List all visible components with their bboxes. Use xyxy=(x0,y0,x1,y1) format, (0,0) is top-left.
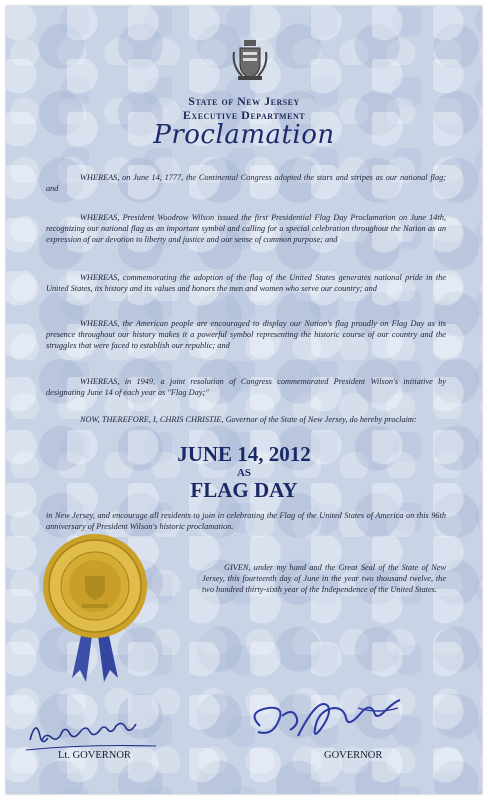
whereas-paragraph: WHEREAS, in 1949, a joint resolution of Congress commemorated President Wilson's initiative by designating June 14 of each year as "Flag Day;" xyxy=(46,377,446,397)
given-paragraph: GIVEN, under my hand and the Great Seal of the State of New Jersey, this fourteenth day of June in the year two thousand twelve, the two hundred thirty-sixth year of the Independence of the United States. xyxy=(202,563,446,594)
proclaim-as: AS xyxy=(236,467,252,479)
proclaim-paragraph: NOW, THEREFORE, I, CHRIS CHRISTIE, Governor of the State of New Jersey, do hereby proclaim: xyxy=(80,415,417,424)
proclaim-date: JUNE 14, 2012 xyxy=(177,442,311,466)
governor-signature xyxy=(238,696,438,756)
whereas-paragraph: WHEREAS, on June 14, 1777, the Continental Congress adopted the stars and stripes as our national flag; and xyxy=(46,173,446,193)
closing-paragraph: in New Jersey, and encourage all residents to join in celebrating the Flag of the United States of America on this 96th anniversary of President Wilson's historic proclamation. xyxy=(46,511,446,531)
whereas-paragraph: WHEREAS, President Woodrow Wilson issued the first Presidential Flag Day Proclamation on June 14th, recognizing our national flag as an important symbol and calling for a special celebration throughout the Nation as an expression of our devotion to liberty and justice and our sense of common purpose; and xyxy=(46,213,446,244)
state-name: State of New Jersey xyxy=(188,94,300,108)
lt-governor-label: Lt. GOVERNOR xyxy=(58,750,131,761)
governor-label: GOVERNOR xyxy=(324,750,383,761)
whereas-paragraph: WHEREAS, commemorating the adoption of the flag of the United States generates national pride in the United States, its history and its values and honors the men and women who serve our country; and xyxy=(46,273,446,293)
department-name: Executive Department xyxy=(182,108,306,122)
gold-seal-icon xyxy=(42,532,148,692)
document-title: Proclamation xyxy=(153,120,335,150)
state-seal-icon xyxy=(232,38,268,82)
whereas-paragraph: WHEREAS, the American people are encouraged to display our Nation's flag proudly on Flag Day as its presence throughout our history makes it a powerful symbol representing the historic course of our country and the struggles that were faced to establish our republic; and xyxy=(46,319,446,350)
proclamation-document xyxy=(6,6,482,794)
proclaim-name: FLAG DAY xyxy=(190,478,298,502)
